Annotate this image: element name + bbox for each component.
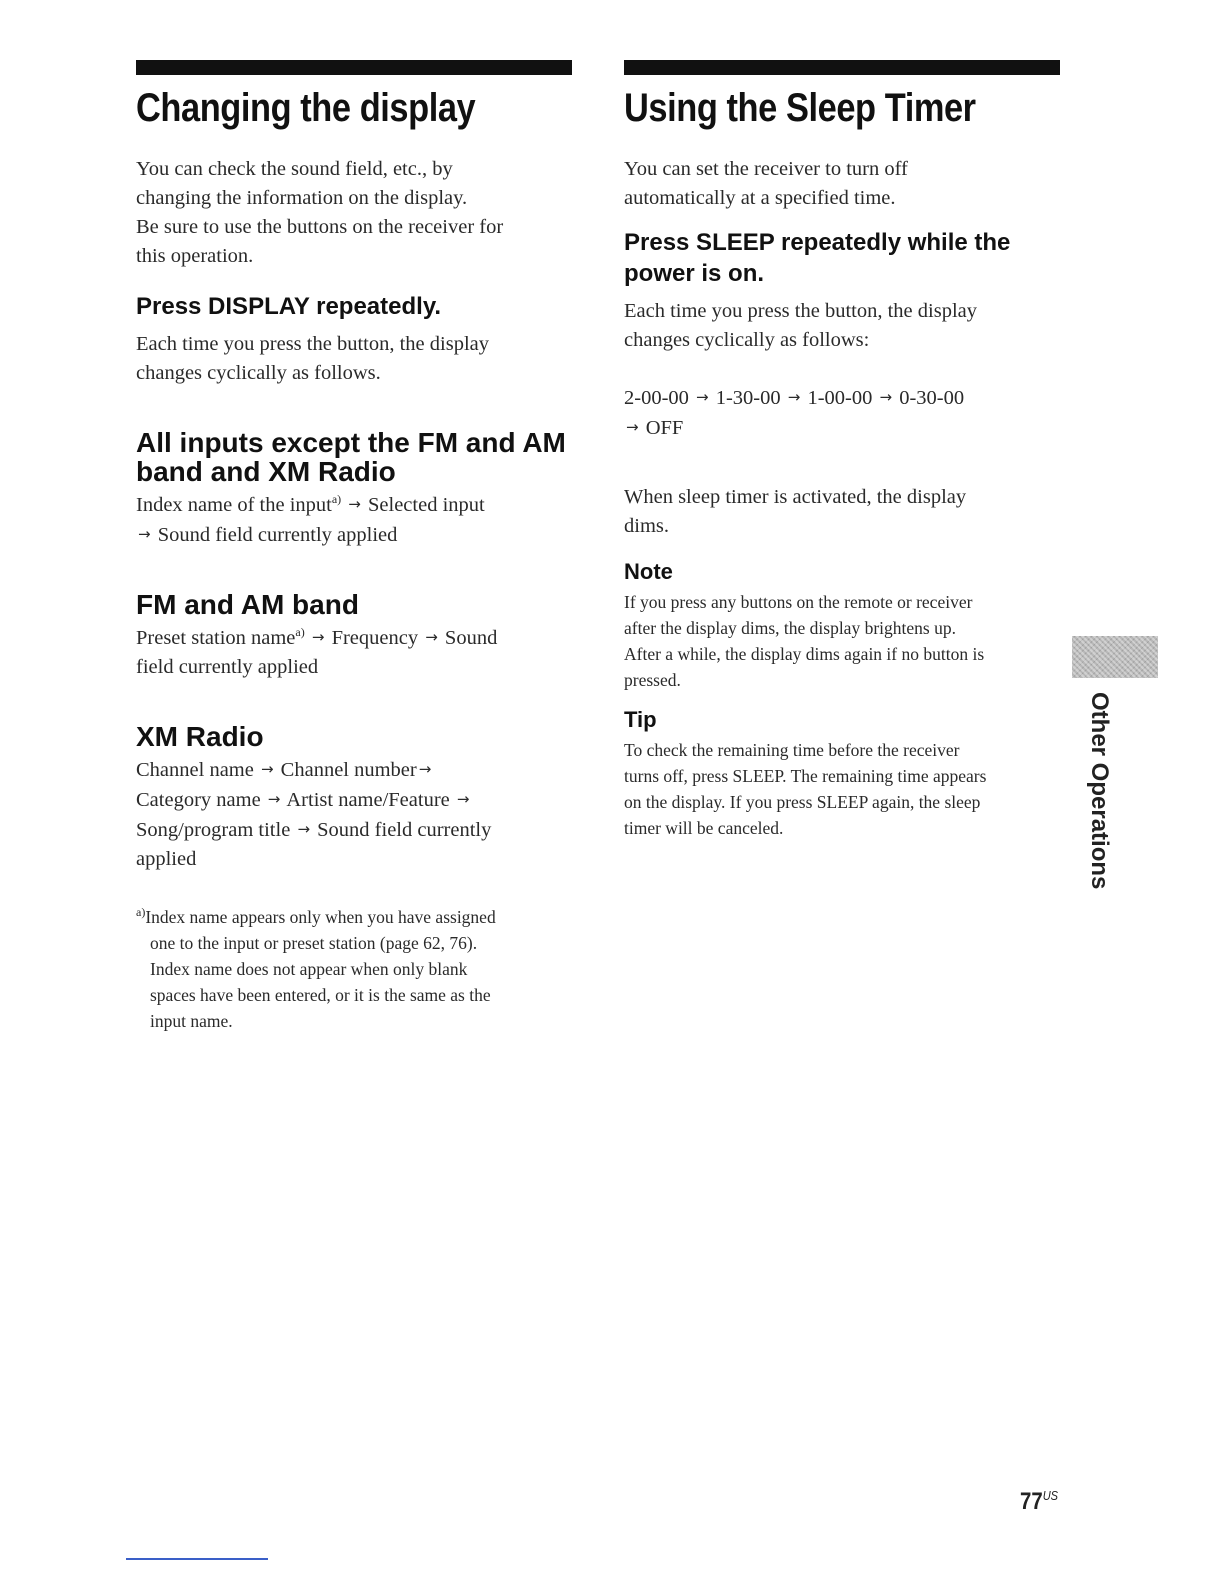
arrow-icon: → [879,388,893,406]
page-title: Using the Sleep Timer [624,86,976,130]
arrow-icon: → [311,628,325,646]
arrow-icon: → [138,525,151,543]
arrow-icon: → [696,388,709,406]
title-rule [136,60,572,75]
arrow-icon: → [626,418,639,436]
step-description: Each time you press the button, the display changes cyclically as follows: [624,300,977,351]
section-heading: All inputs except the FM and AM band and XM Radio [136,427,566,487]
left-column [136,60,572,1034]
step-description: Each time you press the button, the display changes cyclically as follows. [136,333,489,384]
dim-text: When sleep timer is activated, the display dims. [624,486,967,537]
step-heading: Press SLEEP repeatedly while the power is on. [624,229,1011,287]
section-tab-marker [1072,636,1158,678]
bottom-divider [126,1558,268,1560]
step-heading: Press DISPLAY repeatedly. [136,293,442,320]
display-cycle: Index name of the input$^{a)}$ → Selected input → Sound field currently applied [136,490,572,550]
arrow-icon: → [348,495,361,513]
intro-text: You can set the receiver to turn off automatically at a specified time. [624,158,908,209]
arrow-icon: → [297,820,311,838]
footnote: $^{a)}$Index name appears only when you have assigned one to the input or preset station (page 62, 76). Index name does not appear when only blank spaces have been entered, or it is the same as the input name. [136,905,496,1031]
arrow-icon: → [267,790,281,808]
page-number: $77^{US}$ [1020,1488,1059,1515]
section-heading: FM and AM band [136,589,359,620]
display-cycle: Preset station name$^{a)}$ → Frequency → Sound field currently applied [136,623,572,682]
page-title: Changing the display [136,86,476,130]
tip-text: To check the remaining time before the receiver turns off, press SLEEP. The remaining time appears on the display. If you press SLEEP again, the sleep timer will be canceled. [624,740,987,838]
arrow-icon: → [260,760,274,778]
right-column [624,60,1060,841]
arrow-icon: → [418,760,432,778]
timer-sequence: 2-00-00 → 1-30-00 → 1-00-00 → 0-30-00 → OFF [624,383,1060,443]
display-cycle: Channel name → Channel number → Category name → Artist name/Feature → Song/program title → Sound field currently applied [136,755,572,874]
arrow-icon: → [425,628,438,646]
arrow-icon: → [787,388,801,406]
intro-text: You can check the sound field, etc., by changing the information on the display. Be sure to use the buttons on the receiver for this operation. [136,158,504,267]
section-heading: XM Radio [136,721,264,752]
section-tab-label: Other Operations [1086,692,1113,890]
note-heading: Note [624,559,673,584]
note-text: If you press any buttons on the remote or receiver after the display dims, the display brightens up. After a while, the display dims again if no button is pressed. [624,592,985,690]
tip-heading: Tip [624,707,657,732]
arrow-icon: → [456,790,470,808]
title-rule [624,60,1060,75]
